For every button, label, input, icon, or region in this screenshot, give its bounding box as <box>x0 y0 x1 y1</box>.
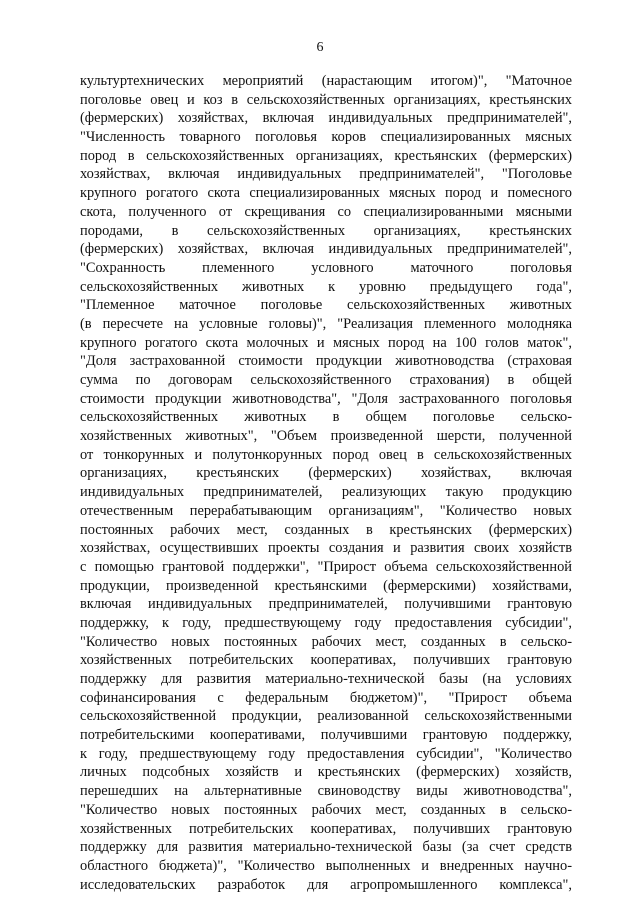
text-line: крупного рогатого скота специализированных мясных пород и помесного <box>80 185 572 202</box>
text-line: от тонкорунных и полутонкорунных пород овец в сельскохозяйственных <box>80 446 572 463</box>
text-line: "Численность товарного поголовья коров специализированных мясных <box>80 129 572 146</box>
text-line: "Доля застрахованной стоимости продукции животноводства (страховая <box>80 353 572 370</box>
text-line: хозяйственных потребительских кооперативах, получивших грантовую <box>80 652 572 669</box>
text-line: "Сохранность племенного условного маточного поголовья <box>80 259 572 276</box>
page-number: 6 <box>316 40 324 55</box>
text-line: "Количество новых постоянных рабочих мест, созданных в сельско- <box>80 633 572 650</box>
text-line: (фермерских) хозяйствах, включая индивидуальных предпринимателей", <box>80 241 572 258</box>
text-line: потребительскими кооперативами, получившими грантовую поддержку, <box>80 727 572 744</box>
text-line: культуртехнических мероприятий (нарастающим итогом)", "Маточное <box>80 73 572 89</box>
text-line: хозяйственных животных", "Объем произведенной шерсти, полученной <box>80 428 572 445</box>
text-line: пород в сельскохозяйственных организациях, крестьянских (фермерских) <box>80 147 572 164</box>
text-line: поддержку для развития материально-технической базы (за счет средств <box>80 839 572 856</box>
text-line: организациях, крестьянских (фермерских) хозяйствах, включая <box>80 465 572 482</box>
text-line: перешедших на альтернативные свиноводству виды животноводства", <box>80 783 572 800</box>
text-line: продукции, произведенной крестьянскими (фермерскими) хозяйствами, <box>80 577 572 594</box>
text-line: поголовье овец и коз в сельскохозяйственных организациях, крестьянских <box>80 91 572 108</box>
text-line: областного бюджета)", "Количество выполненных и внедренных научно- <box>80 857 572 874</box>
text-line: включая индивидуальных предпринимателей, получившими грантовую <box>80 596 572 613</box>
text-line: (в пересчете на условные головы)", "Реализация племенного молодняка <box>80 315 572 332</box>
text-line: хозяйственных потребительских кооперативах, получивших грантовую <box>80 820 572 837</box>
text-line: (фермерских) хозяйствах, включая индивидуальных предпринимателей", <box>80 110 572 127</box>
text-line: постоянных рабочих мест, созданных в крестьянских (фермерских) <box>80 521 572 538</box>
text-line: "Количество новых постоянных рабочих мест, созданных в сельско- <box>80 801 572 818</box>
text-line: индивидуальных предпринимателей, реализующих такую продукцию <box>80 484 572 501</box>
text-line: крупного рогатого скота молочных и мясных пород на 100 голов маток", <box>80 334 572 351</box>
text-line: отечественным перерабатывающим организациям", "Количество новых <box>80 502 572 519</box>
text-line: софинансирования с федеральным бюджетом)", "Прирост объема <box>80 689 572 706</box>
text-line: хозяйствах, включая индивидуальных предпринимателей", "Поголовье <box>80 166 572 183</box>
text-line: породами, в сельскохозяйственных организациях, крестьянских <box>80 222 572 239</box>
text-line: личных подсобных хозяйств и крестьянских (фермерских) хозяйств, <box>80 764 572 781</box>
text-line: поддержку, к году, предшествующему году предоставления субсидии", <box>80 614 572 631</box>
text-line: с помощью грантовой поддержки", "Прирост объема сельскохозяйственной <box>80 558 572 575</box>
text-line: поддержку для развития материально-технической базы (на условиях <box>80 671 572 687</box>
text-line: сельскохозяйственных животных в общем поголовье сельско- <box>80 409 572 426</box>
text-line: сумма по договорам сельскохозяйственного страхования) в общей <box>80 372 572 388</box>
text-line: хозяйствах, осуществивших проекты создания и развития своих хозяйств <box>80 540 572 557</box>
text-line: стоимости продукции животноводства", "Доля застрахованного поголовья <box>80 390 572 407</box>
text-line: скота, полученного от скрещивания со специализированными мясными <box>80 203 572 220</box>
text-line: сельскохозяйственной продукции, реализованной сельскохозяйственными <box>80 708 572 725</box>
body-text <box>80 72 572 894</box>
text-line: исследовательских разработок для агропромышленного комплекса", <box>80 876 572 893</box>
text-line: к году, предшествующему году предоставления субсидии", "Количество <box>80 745 572 762</box>
text-line: сельскохозяйственных животных к уровню предыдущего года", <box>80 278 572 295</box>
text-line: "Племенное маточное поголовье сельскохозяйственных животных <box>80 297 572 314</box>
